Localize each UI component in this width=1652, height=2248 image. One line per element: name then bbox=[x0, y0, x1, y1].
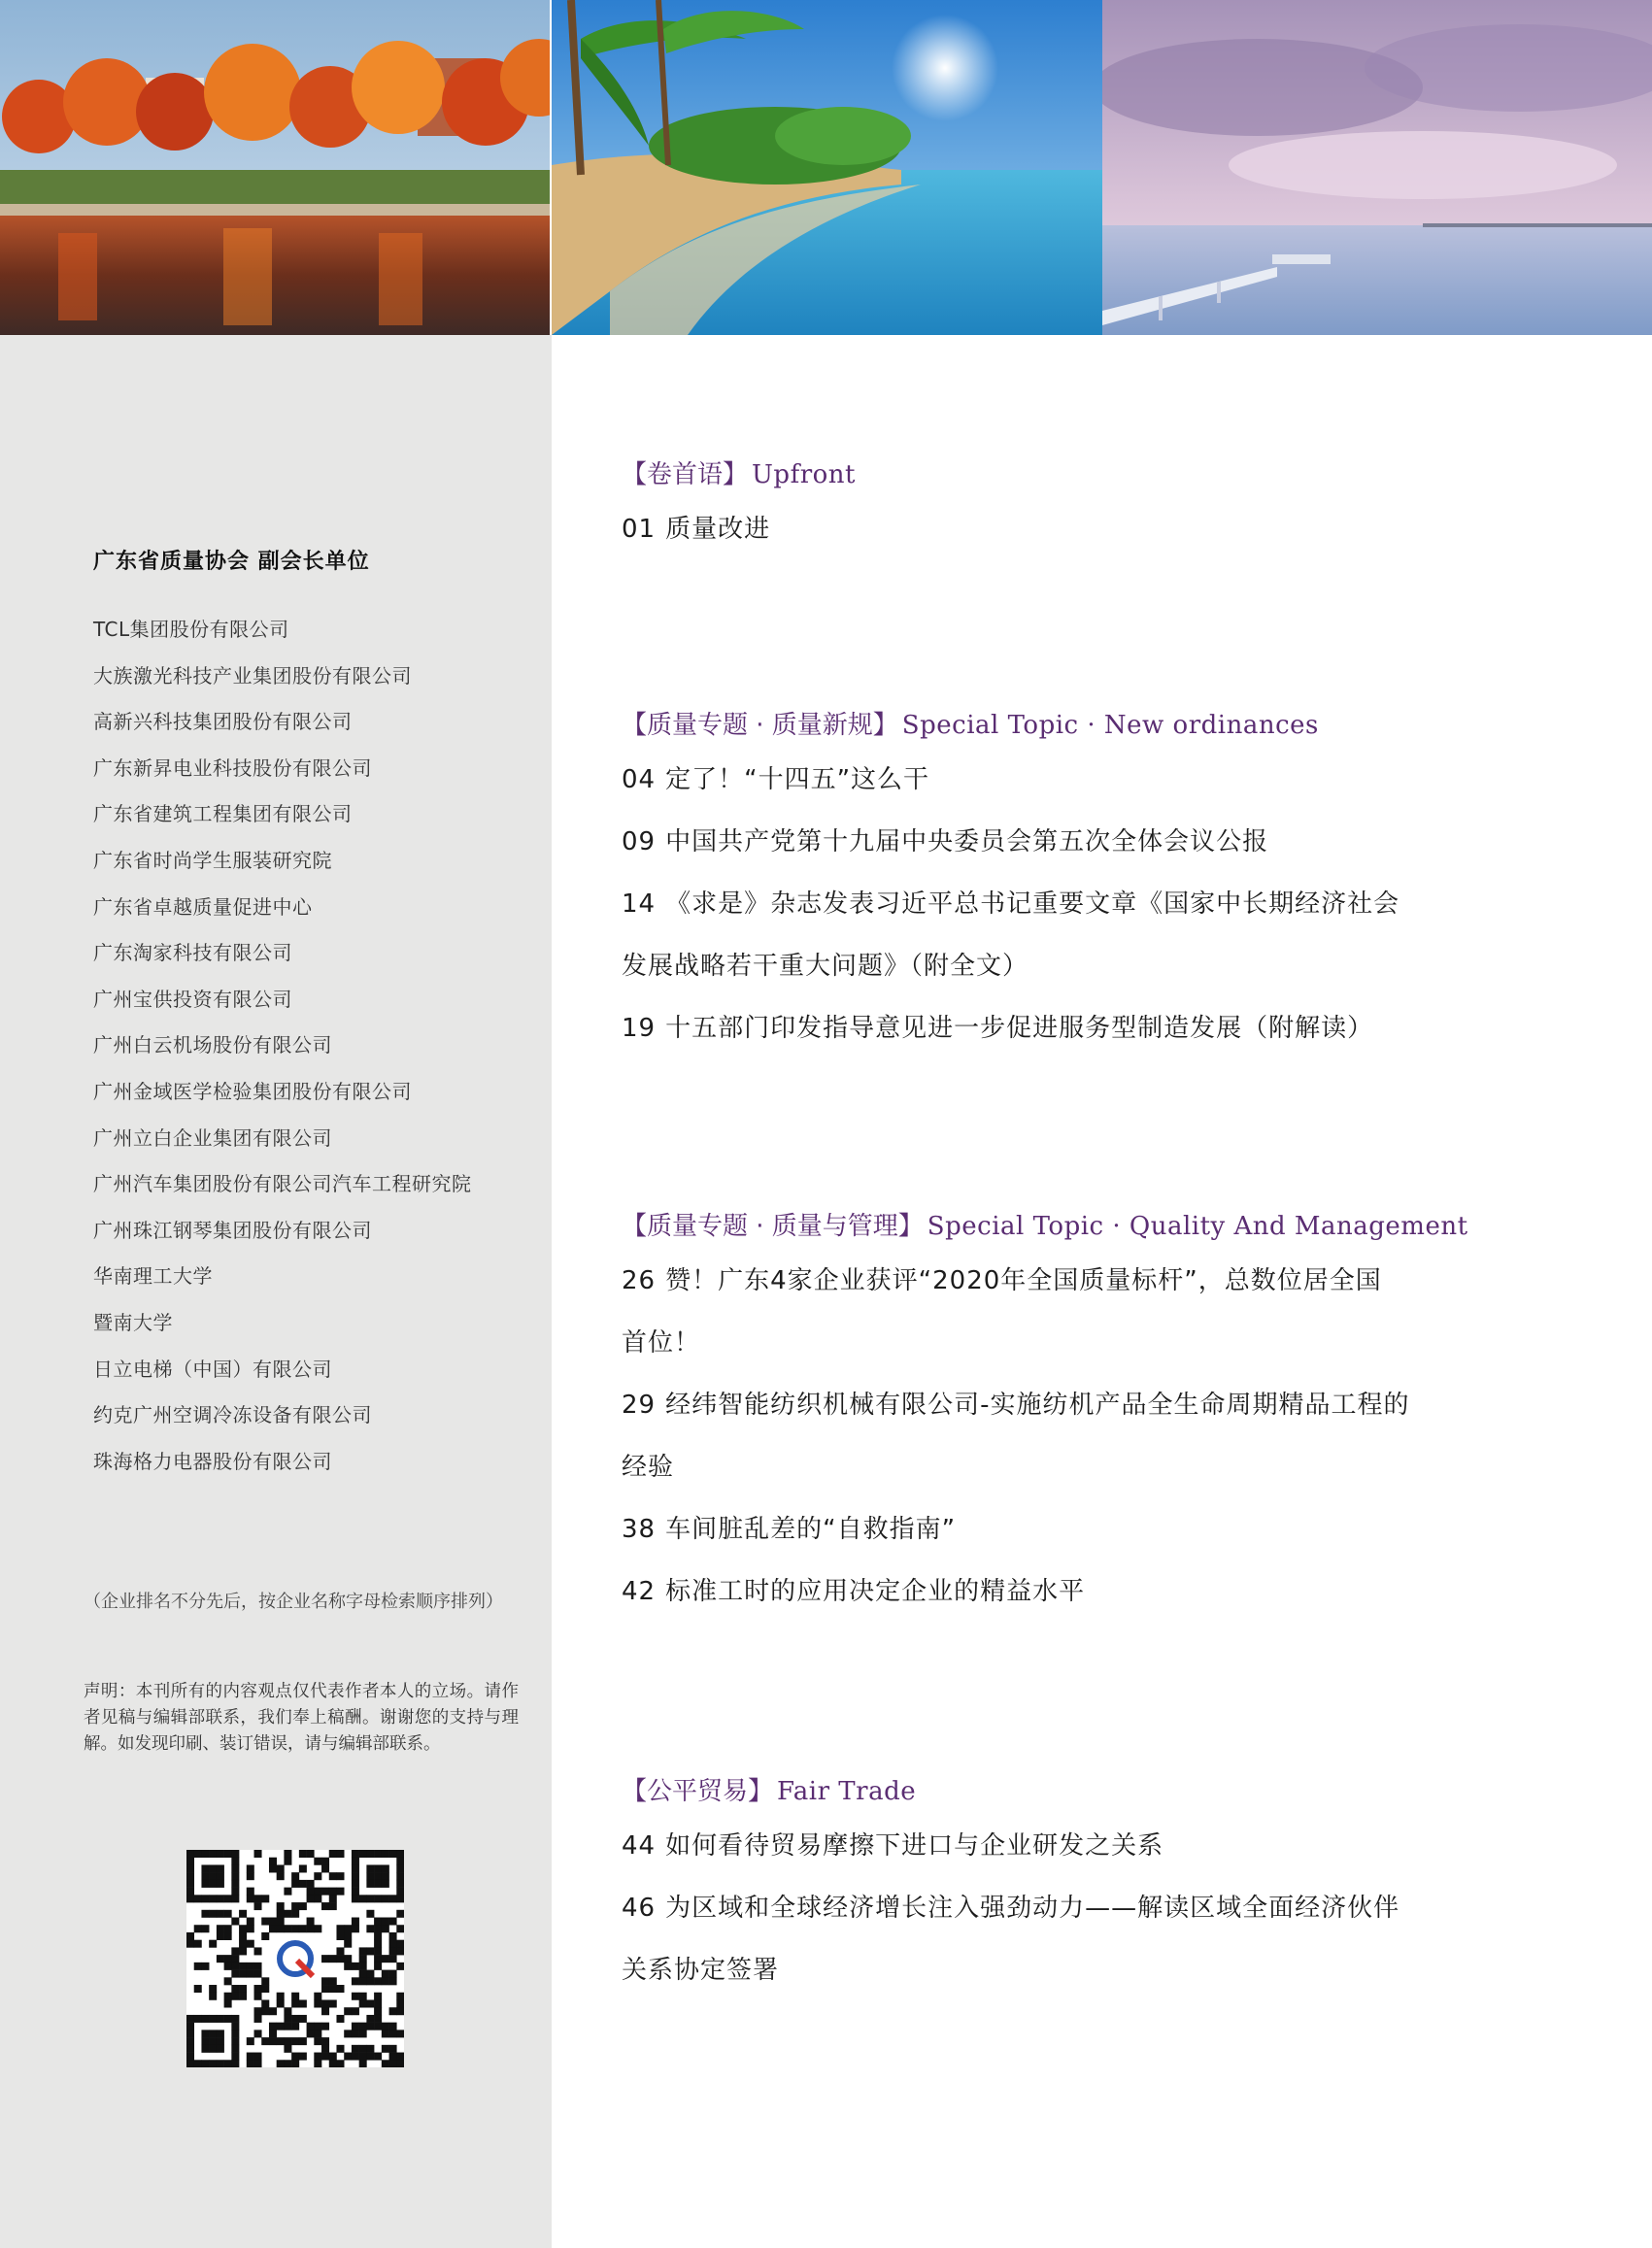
entry-title: 十五部门印发指导意见进一步促进服务型制造发展（附解读） bbox=[665, 1014, 1374, 1043]
page-number: 42 bbox=[622, 1577, 657, 1606]
section-heading-en: Fair Trade bbox=[777, 1777, 917, 1806]
list-item: 广东省时尚学生服装研究院 bbox=[93, 848, 332, 872]
entry-title: 车间脏乱差的“自救指南” bbox=[665, 1515, 957, 1544]
section-heading bbox=[622, 705, 1399, 741]
page-number: 14 bbox=[622, 889, 657, 919]
header-photo-strip bbox=[0, 0, 1652, 335]
page-number: 04 bbox=[622, 765, 657, 794]
section-heading-en: Special Topic · Quality And Management bbox=[927, 1212, 1468, 1241]
pier-sunset-photo bbox=[1102, 0, 1652, 335]
section-new-ordinances bbox=[622, 705, 1399, 1059]
sort-note: （企业排名不分先后，按企业名称字母检索顺序排列） bbox=[84, 1592, 503, 1612]
toc-entry[interactable] bbox=[622, 811, 1399, 873]
entry-title: 为区域和全球经济增长注入强劲动力——解读区域全面经济伙伴 bbox=[665, 1894, 1400, 1923]
page-number: 26 bbox=[622, 1266, 657, 1295]
entry-title: 中国共产党第十九届中央委员会第五次全体会议公报 bbox=[665, 827, 1269, 856]
entry-title: 经纬智能纺织机械有限公司-实施纺机产品全生命周期精品工程的 bbox=[665, 1391, 1410, 1420]
list-item: 广州白云机场股份有限公司 bbox=[93, 1033, 332, 1057]
list-item: 广州金域医学检验集团股份有限公司 bbox=[93, 1079, 412, 1103]
member-list bbox=[93, 615, 472, 1493]
list-item: 华南理工大学 bbox=[93, 1264, 213, 1289]
sidebar-title: 广东省质量协会 副会长单位 bbox=[93, 550, 370, 574]
section-heading bbox=[622, 1771, 1399, 1807]
toc-entry-continuation[interactable]: 经验 bbox=[622, 1453, 675, 1482]
toc-entry[interactable] bbox=[622, 1877, 1399, 1939]
page-number: 01 bbox=[622, 515, 657, 544]
section-heading-cn: 【公平贸易】 bbox=[622, 1777, 774, 1806]
sidebar bbox=[0, 335, 552, 2248]
toc-entry[interactable] bbox=[622, 498, 856, 560]
page-number: 29 bbox=[622, 1391, 657, 1420]
section-upfront bbox=[622, 454, 856, 560]
section-fair-trade bbox=[622, 1771, 1399, 2001]
section-heading-cn: 【卷首语】 bbox=[622, 460, 749, 489]
page-number: 38 bbox=[622, 1515, 657, 1544]
entry-title: 如何看待贸易摩擦下进口与企业研发之关系 bbox=[665, 1831, 1164, 1861]
page-number: 46 bbox=[622, 1894, 657, 1923]
toc-entry[interactable] bbox=[622, 997, 1399, 1059]
section-heading-cn: 【质量专题 · 质量新规】 bbox=[622, 711, 898, 740]
list-item: 大族激光科技产业集团股份有限公司 bbox=[93, 663, 412, 688]
page-number: 09 bbox=[622, 827, 657, 856]
page-number: 19 bbox=[622, 1014, 657, 1043]
toc-entry[interactable] bbox=[622, 1250, 1468, 1312]
toc-entry[interactable] bbox=[622, 873, 1399, 935]
page-number: 44 bbox=[622, 1831, 657, 1861]
list-item: 广东省建筑工程集团有限公司 bbox=[93, 802, 353, 826]
list-item: TCL集团股份有限公司 bbox=[93, 618, 289, 641]
list-item: 高新兴科技集团股份有限公司 bbox=[93, 710, 353, 734]
entry-title: 赞！广东4家企业获评“2020年全国质量标杆”，总数位居全国 bbox=[665, 1266, 1382, 1295]
autumn-lake-photo bbox=[0, 0, 550, 335]
list-item: 日立电梯（中国）有限公司 bbox=[93, 1357, 332, 1381]
list-item: 珠海格力电器股份有限公司 bbox=[93, 1449, 332, 1473]
disclaimer: 声明：本刊所有的内容观点仅代表作者本人的立场。请作者见稿与编辑部联系，我们奉上稿酬。谢谢您的支持与理解。如发现印刷、装订错误，请与编辑部联系。 bbox=[84, 1682, 519, 1754]
entry-title: 定了！“十四五”这么干 bbox=[665, 765, 930, 794]
toc-entry[interactable] bbox=[622, 749, 1399, 811]
toc-entry-continuation[interactable]: 首位！ bbox=[622, 1328, 701, 1358]
section-heading-en: Upfront bbox=[752, 460, 856, 489]
section-heading-cn: 【质量专题 · 质量与管理】 bbox=[622, 1212, 924, 1241]
list-item: 暨南大学 bbox=[93, 1310, 173, 1334]
toc-entry[interactable] bbox=[622, 1498, 1468, 1560]
section-heading bbox=[622, 454, 856, 490]
qr-code[interactable] bbox=[186, 1850, 404, 2067]
list-item: 广州立白企业集团有限公司 bbox=[93, 1125, 332, 1150]
list-item: 约克广州空调冷冻设备有限公司 bbox=[93, 1403, 372, 1427]
list-item: 广东新昇电业科技股份有限公司 bbox=[93, 755, 372, 780]
toc-entry[interactable] bbox=[622, 1560, 1468, 1623]
toc-entry-continuation[interactable]: 关系协定签署 bbox=[622, 1956, 780, 1985]
list-item: 广州汽车集团股份有限公司汽车工程研究院 bbox=[93, 1172, 472, 1196]
entry-title: 质量改进 bbox=[665, 515, 771, 544]
list-item: 广东淘家科技有限公司 bbox=[93, 941, 292, 965]
toc-entry[interactable] bbox=[622, 1374, 1468, 1436]
toc-entry-continuation[interactable]: 发展战略若干重大问题》（附全文） bbox=[622, 952, 1029, 981]
entry-title: 标准工时的应用决定企业的精益水平 bbox=[665, 1577, 1086, 1606]
toc-entry[interactable] bbox=[622, 1815, 1399, 1877]
section-quality-management bbox=[622, 1206, 1468, 1623]
list-item: 广州宝供投资有限公司 bbox=[93, 987, 292, 1011]
list-item: 广东省卓越质量促进中心 bbox=[93, 894, 313, 919]
entry-title: 《求是》杂志发表习近平总书记重要文章《国家中长期经济社会 bbox=[665, 889, 1400, 919]
section-heading-en: Special Topic · New ordinances bbox=[901, 711, 1319, 740]
list-item: 广州珠江钢琴集团股份有限公司 bbox=[93, 1218, 372, 1242]
section-heading bbox=[622, 1206, 1468, 1242]
tropical-beach-photo bbox=[552, 0, 1102, 335]
